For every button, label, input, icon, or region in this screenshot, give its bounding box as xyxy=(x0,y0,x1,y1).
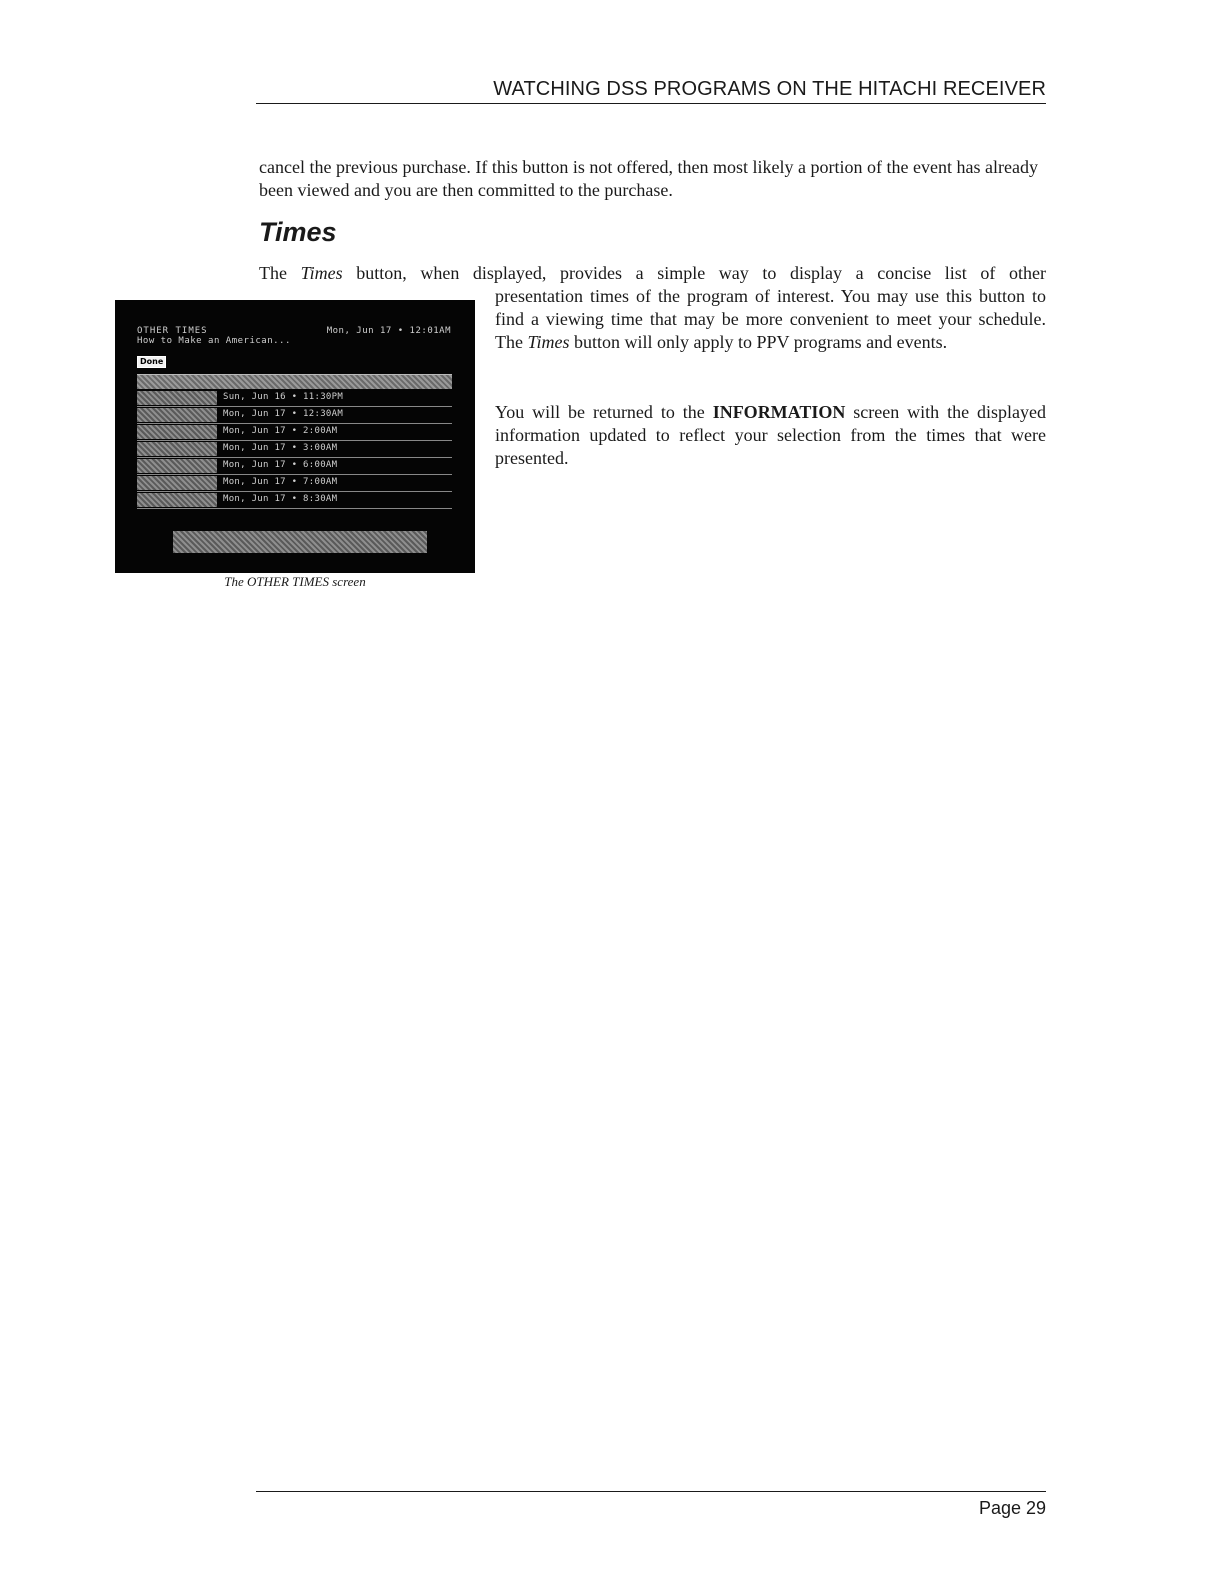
row-channel-cell xyxy=(137,459,217,473)
information-paragraph xyxy=(495,401,1046,470)
row-time: Mon, Jun 17 • 7:00AM xyxy=(223,477,338,487)
row-time: Mon, Jun 17 • 12:30AM xyxy=(223,409,344,419)
times-list xyxy=(137,390,452,509)
p4-part1: You will be returned to the xyxy=(495,402,713,422)
list-item xyxy=(137,475,452,492)
p3-part2: button will only apply to PPV programs and events. xyxy=(569,332,948,352)
row-channel-cell xyxy=(137,442,217,456)
times-paragraph-rest xyxy=(495,285,1046,354)
p3-italic: Times xyxy=(527,332,570,352)
figure-caption: The OTHER TIMES screen xyxy=(224,574,366,589)
p4-bold: INFORMATION xyxy=(712,402,846,422)
section-heading: Times xyxy=(259,217,337,247)
header-rule xyxy=(256,103,1046,104)
list-item xyxy=(137,424,452,441)
page-number: Page 29 xyxy=(978,1498,1046,1518)
p3-part1: presentation times of the program of interest. You may use this button to find a viewing time that may be more convenient to meet your schedule. The xyxy=(495,286,1046,352)
p2-italic: Times xyxy=(300,263,343,283)
row-channel-cell xyxy=(137,476,217,490)
intro-paragraph: cancel the previous purchase. If this button is not offered, then most likely a portion of the event has already been viewed and you are then committed to the purchase. xyxy=(259,157,1038,200)
times-paragraph-line1 xyxy=(259,262,1046,285)
done-button: Done xyxy=(137,356,166,368)
row-channel-cell xyxy=(137,493,217,507)
list-item xyxy=(137,407,452,424)
list-item xyxy=(137,390,452,407)
list-item xyxy=(137,441,452,458)
p2-prefix: The xyxy=(259,263,301,283)
screen-date: Mon, Jun 17 • 12:01AM xyxy=(326,326,451,336)
row-time: Mon, Jun 17 • 3:00AM xyxy=(223,443,338,453)
row-time: Sun, Jun 16 • 11:30PM xyxy=(223,392,344,402)
running-header: WATCHING DSS PROGRAMS ON THE HITACHI RECEIVER xyxy=(493,78,1046,100)
row-channel-cell xyxy=(137,425,217,439)
list-header-bar xyxy=(137,374,452,389)
screen-title: OTHER TIMES xyxy=(137,326,208,336)
p2-suffix: button, when displayed, provides a simple way to display a concise list of other xyxy=(342,263,1046,283)
list-item xyxy=(137,458,452,475)
row-channel-cell xyxy=(137,391,217,405)
row-time: Mon, Jun 17 • 2:00AM xyxy=(223,426,338,436)
screen-program-title: How to Make an American... xyxy=(137,336,291,346)
screen-footer-bar xyxy=(173,531,427,553)
footer-rule xyxy=(256,1491,1046,1492)
list-item xyxy=(137,492,452,509)
p4-part2: screen with the displayed information updated to reflect your selection from the times that were presented. xyxy=(495,402,1046,468)
row-time: Mon, Jun 17 • 8:30AM xyxy=(223,494,338,504)
row-time: Mon, Jun 17 • 6:00AM xyxy=(223,460,338,470)
other-times-screen-image xyxy=(115,300,475,573)
row-channel-cell xyxy=(137,408,217,422)
